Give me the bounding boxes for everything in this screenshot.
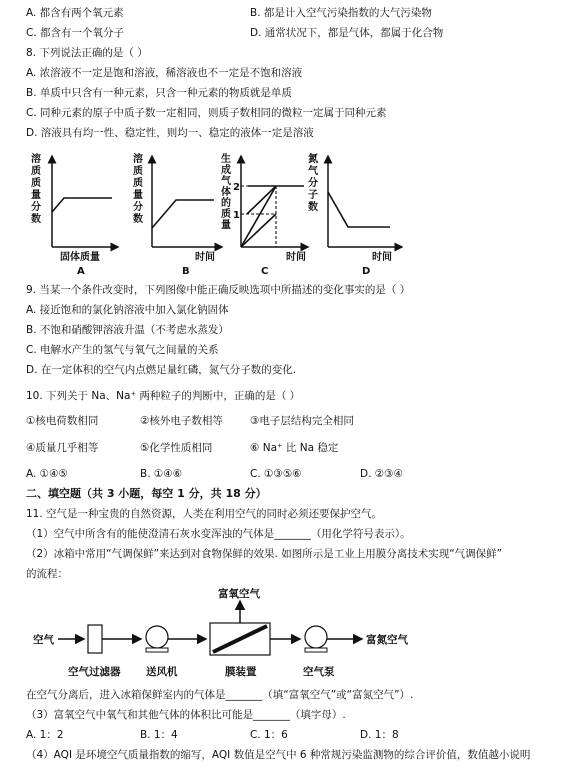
graph-b-ylabel-5: 数 xyxy=(133,214,143,225)
q10-statement-2: ②核外电子数相等 xyxy=(140,415,223,427)
q9-stem: 9. 当某一个条件改变时，下列图像中能正确反映选项中所描述的变化事实的是（ ） xyxy=(26,284,411,296)
graph-a-ylabel-4: 分 xyxy=(31,202,41,213)
graph-c-ylabel-3: 体 xyxy=(221,187,231,198)
q11-stem: 11. 空气是一种宝贵的自然资源，人类在利用空气的同时必须还要保护空气。 xyxy=(26,508,383,520)
graph-b-ylabel-2: 质 xyxy=(133,178,143,189)
graph-c-xlabel: 时间 xyxy=(286,252,306,263)
graph-b xyxy=(133,152,222,277)
q10-statement-6: ⑥ Na⁺ 比 Na 稳定 xyxy=(250,442,339,454)
q11-part-3: （3）富氧空气中氧气和其他气体的体积比可能是_______（填字母）. xyxy=(26,709,346,721)
graph-c-tag: C xyxy=(261,266,269,277)
section-heading-fill-in: 二、填空题（共 3 小题，每空 1 分，共 18 分） xyxy=(26,487,267,500)
flow-filter-label: 空气过滤器 xyxy=(68,666,121,678)
flow-fan-label: 送风机 xyxy=(146,666,178,678)
graph-b-ylabel-1: 质 xyxy=(133,166,143,177)
q10-statement-3: ③电子层结构完全相同 xyxy=(250,415,354,427)
q10-option-d: D. ②③④ xyxy=(360,468,403,480)
graph-a-ylabel-1: 质 xyxy=(31,166,41,177)
air-filter-box xyxy=(88,625,102,653)
graph-d-ylabel-3: 子 xyxy=(308,190,318,201)
q7-option-b: B. 都是计入空气污染指数的大气污染物 xyxy=(250,7,432,19)
q8-stem: 8. 下列说法正确的是（ ） xyxy=(26,47,148,59)
q9-option-a: A. 接近饱和的氯化钠溶液中加入氯化钠固体 xyxy=(26,304,229,316)
q8-option-d: D. 溶液具有均一性、稳定性，则均一、稳定的液体一定是溶液 xyxy=(26,127,314,139)
graph-c-line-1 xyxy=(241,214,276,247)
gas-separation-flow-diagram xyxy=(0,585,588,685)
q10-option-c: C. ①③⑤⑥ xyxy=(250,468,302,480)
graph-d xyxy=(308,152,402,277)
graph-a-ylabel-5: 数 xyxy=(31,214,41,225)
q7-option-a: A. 都含有两个氧元素 xyxy=(26,7,124,19)
graph-a xyxy=(31,152,118,277)
q8-option-a: A. 浓溶液不一定是饱和溶液，稀溶液也不一定是不饱和溶液 xyxy=(26,67,303,79)
q11-part-2: （2）冰箱中常用“气调保鲜”来达到对食物保鲜的效果. 如图所示是工业上用膜分离技术实现“气调保鲜” xyxy=(26,548,503,560)
graph-b-ylabel-4: 分 xyxy=(133,202,143,213)
fan-icon xyxy=(146,626,168,648)
q10-option-a: A. ①④⑤ xyxy=(26,468,68,480)
q8-option-b: B. 单质中只含有一种元素，只含一种元素的物质就是单质 xyxy=(26,87,292,99)
q10-option-b: B. ①④⑥ xyxy=(140,468,183,480)
graph-d-ylabel-0: 氮 xyxy=(308,154,318,165)
q10-stem: 10. 下列关于 Na、Na⁺ 两种粒子的判断中，正确的是（ ） xyxy=(26,390,301,402)
graph-a-ylabel-2: 质 xyxy=(31,178,41,189)
graph-c-ylabel-1: 成 xyxy=(221,165,231,176)
q11-option-a: A. 1：2 xyxy=(26,729,64,741)
graph-c-ylabel-4: 的 xyxy=(221,198,231,209)
flow-nitrogen-rich-label: 富氮空气 xyxy=(366,634,408,646)
flow-pump-label: 空气泵 xyxy=(303,666,335,678)
graph-d-curve xyxy=(328,192,390,227)
graph-a-ylabel-3: 量 xyxy=(31,190,41,201)
graph-c-line-2 xyxy=(241,186,276,247)
q9-option-d: D. 在一定体积的空气内点燃足量红磷，氮气分子数的变化. xyxy=(26,364,297,376)
q7-option-d: D. 通常状况下，都是气体，都属于化合物 xyxy=(250,27,444,39)
graph-c-ylabel-6: 量 xyxy=(221,220,231,231)
q10-statement-5: ⑤化学性质相同 xyxy=(140,442,213,454)
q11-option-d: D. 1：8 xyxy=(360,729,399,741)
graph-a-xlabel: 固体质量 xyxy=(60,252,100,263)
flow-membrane-label: 膜装置 xyxy=(225,666,257,678)
flow-oxygen-rich-label: 富氧空气 xyxy=(218,588,260,600)
q11-part-4: （4）AQI 是环境空气质量指数的缩写，AQI 数值是空气中 6 种常规污染监测物的综合评价值，数值越小说明 xyxy=(26,749,531,761)
graph-c-ylabel-5: 质 xyxy=(221,209,231,220)
graph-d-ylabel-4: 数 xyxy=(308,202,318,213)
graph-a-ylabel-0: 溶 xyxy=(31,154,41,165)
q9-option-b: B. 不饱和硝酸钾溶液升温（不考虑水蒸发） xyxy=(26,324,229,336)
q11-part-2-cont: 的流程： xyxy=(26,568,68,580)
q10-statement-4: ④质量几乎相等 xyxy=(26,442,99,454)
q11-option-c: C. 1：6 xyxy=(250,729,288,741)
q10-statement-1: ①核电荷数相同 xyxy=(26,415,99,427)
graph-c-ylabel-0: 生 xyxy=(221,154,231,165)
graph-d-tag: D xyxy=(362,266,371,277)
graph-b-ylabel-0: 溶 xyxy=(133,154,143,165)
q7-option-c: C. 都含有一个氧分子 xyxy=(26,27,125,39)
graph-c xyxy=(221,152,308,277)
graph-a-curve xyxy=(52,198,112,212)
graph-b-ylabel-3: 量 xyxy=(133,190,143,201)
graph-c-ylabel-2: 气 xyxy=(221,176,231,187)
flow-input-label: 空气 xyxy=(33,634,54,646)
graph-c-mark-2: 2 xyxy=(233,182,240,193)
graph-d-ylabel-1: 气 xyxy=(308,166,318,177)
graph-c-mark-1: 1 xyxy=(233,210,240,221)
q11-part-2-question: 在空气分离后，进入冰箱保鲜室内的气体是_______（填“富氧空气”或“富氮空气”）. xyxy=(26,689,414,701)
q8-option-c: C. 同种元素的原子中质子数一定相同，则质子数相同的微粒一定属于同种元素 xyxy=(26,107,387,119)
graph-b-curve xyxy=(152,200,214,228)
graph-a-tag: A xyxy=(77,266,85,277)
graph-d-xlabel: 时间 xyxy=(372,252,392,263)
graphs-figure xyxy=(0,150,588,280)
graph-b-xlabel: 时间 xyxy=(195,252,215,263)
graph-d-ylabel-2: 分 xyxy=(308,178,318,189)
q11-part-1: （1）空气中所含有的能使澄清石灰水变浑浊的气体是_______（用化学符号表示）。 xyxy=(26,528,411,540)
air-pump-icon xyxy=(305,626,327,648)
graph-b-tag: B xyxy=(182,266,190,277)
q9-option-c: C. 电解水产生的氢气与氧气之间量的关系 xyxy=(26,344,219,356)
q11-option-b: B. 1：4 xyxy=(140,729,178,741)
